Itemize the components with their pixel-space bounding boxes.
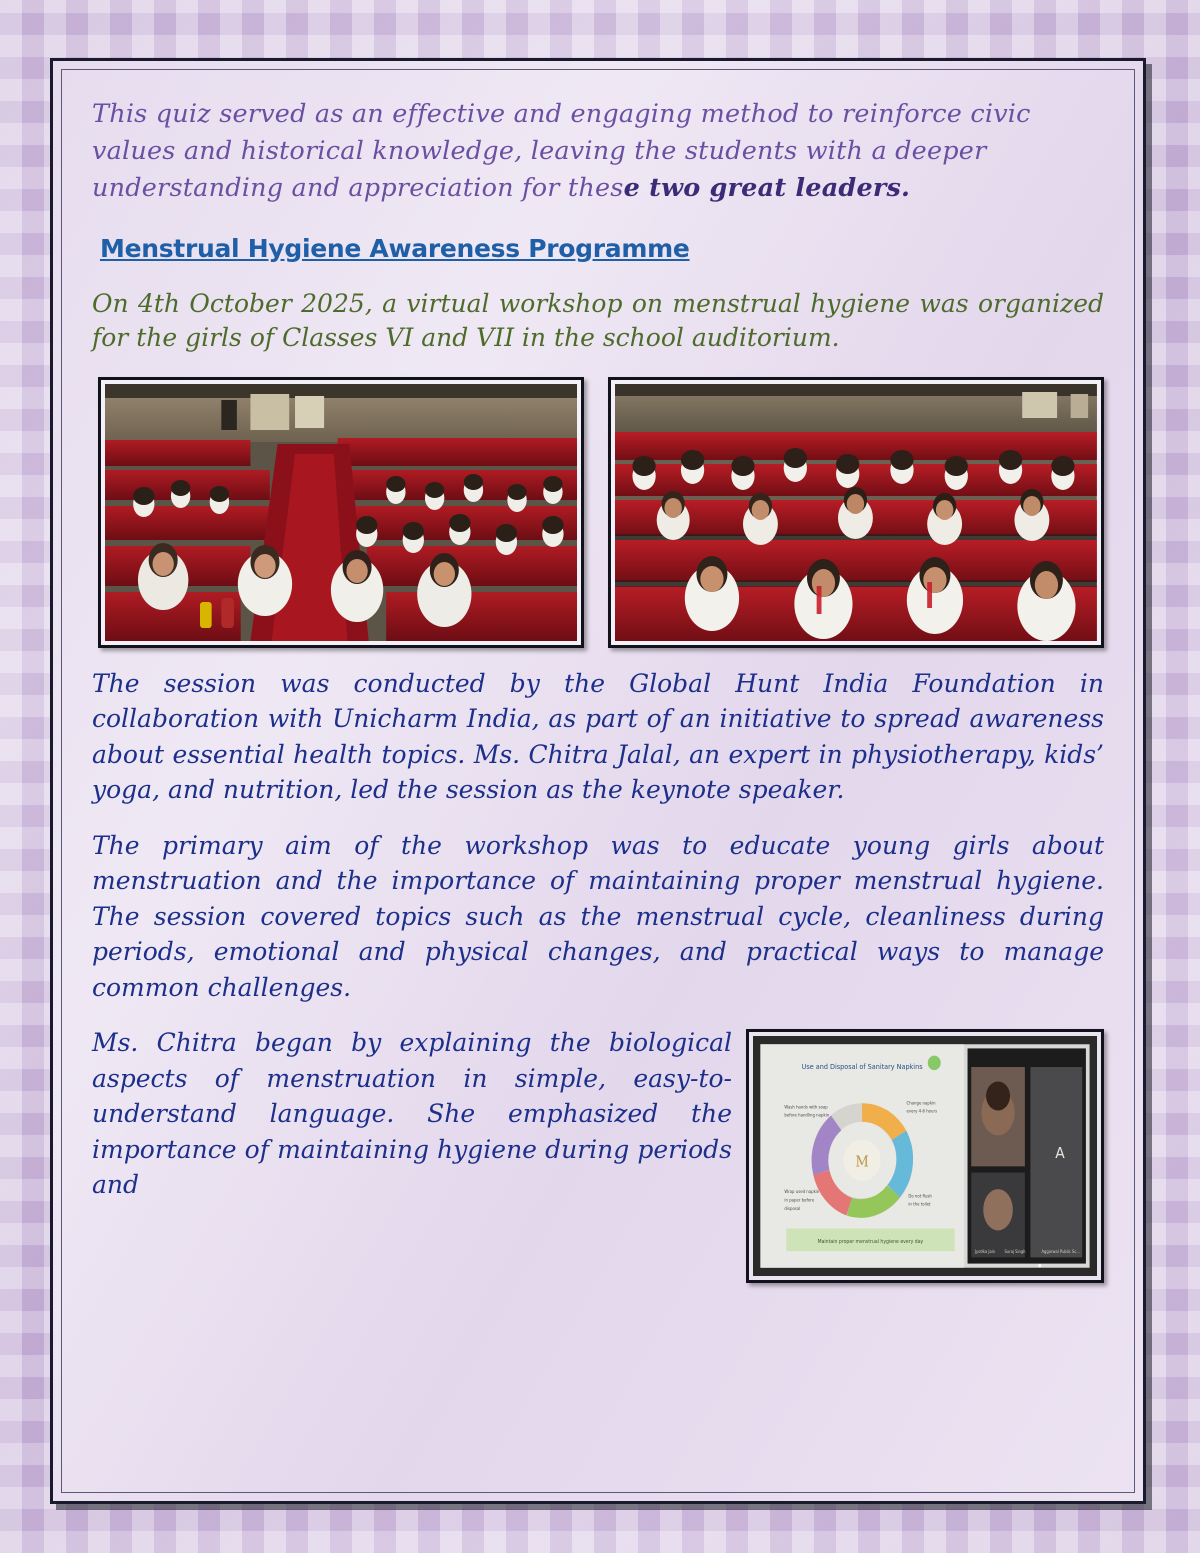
svg-text:Suraj Singh: Suraj Singh — [1004, 1249, 1026, 1255]
svg-text:in paper before: in paper before — [784, 1197, 815, 1203]
intro-paragraph-tail: e two great leaders. — [623, 173, 911, 204]
svg-text:disposal: disposal — [784, 1205, 801, 1212]
page-border-frame — [50, 58, 1146, 1504]
explanation-paragraph: Ms. Chitra began by explaining the biological aspects of menstruation in simple, easy-to-understand language. She emphasized the importance of maintaining hygiene during periods and — [92, 1028, 732, 1200]
presentation-screen-photo — [746, 1029, 1104, 1283]
svg-text:every 4-6 hours: every 4-6 hours — [906, 1108, 938, 1114]
session-paragraph: The session was conducted by the Global Hunt India Foundation in collaboration with Unicharm India, as part of an initiative to spread awareness about essential health topics. Ms. Chitra Jalal, an expert in physiotherapy, kids’ yoga, and nutrition, led the session as the keynote speaker. — [92, 668, 1104, 805]
intro-paragraph — [92, 96, 1104, 208]
presentation-screen-graphic — [753, 1036, 1097, 1276]
svg-text:Change napkin: Change napkin — [906, 1100, 936, 1106]
intro-paragraph-lead: This quiz served as an effective and engaging method to reinforce civic values and historical knowledge, leaving the students with a deeper understanding and appreciation for thes — [92, 99, 1031, 204]
aim-paragraph: The primary aim of the workshop was to educate young girls about menstruation and the importance of maintaining proper menstrual hygiene. The session covered topics such as the menstrual cycle, cleanliness during periods, emotional and physical changes, and practical ways to manage common challenges. — [92, 830, 1104, 1002]
svg-text:Aggarwal Public Sc...: Aggarwal Public Sc... — [1041, 1249, 1080, 1255]
svg-text:Do not flush: Do not flush — [908, 1193, 932, 1199]
svg-text:Use and Disposal of Sanitary N: Use and Disposal of Sanitary Napkins — [801, 1062, 923, 1072]
svg-text:in the toilet: in the toilet — [908, 1201, 931, 1207]
closing-block — [92, 1025, 1104, 1283]
svg-text:A: A — [1055, 1144, 1065, 1163]
auditorium-photo-left — [98, 377, 584, 648]
section-heading: Menstrual Hygiene Awareness Programme — [100, 233, 690, 263]
svg-text:M: M — [855, 1153, 869, 1171]
svg-text:Wrap used napkin: Wrap used napkin — [784, 1189, 820, 1195]
auditorium-photo-left-graphic — [105, 384, 577, 641]
svg-text:before handling napkin: before handling napkin — [784, 1112, 830, 1118]
svg-text:Jyotika Jain: Jyotika Jain — [974, 1249, 996, 1255]
svg-text:Wash hands with soap: Wash hands with soap — [784, 1104, 828, 1110]
page-content-area — [61, 69, 1135, 1493]
auditorium-photo-right — [608, 377, 1104, 648]
auditorium-photo-right-graphic — [615, 384, 1097, 641]
photo-row — [98, 377, 1104, 648]
svg-text:Maintain proper menstrual hygi: Maintain proper menstrual hygiene every day — [817, 1238, 924, 1246]
workshop-date-paragraph: On 4th October 2025, a virtual workshop on menstrual hygiene was organized for the girls of Classes VI and VII in the school auditorium. — [92, 288, 1104, 352]
